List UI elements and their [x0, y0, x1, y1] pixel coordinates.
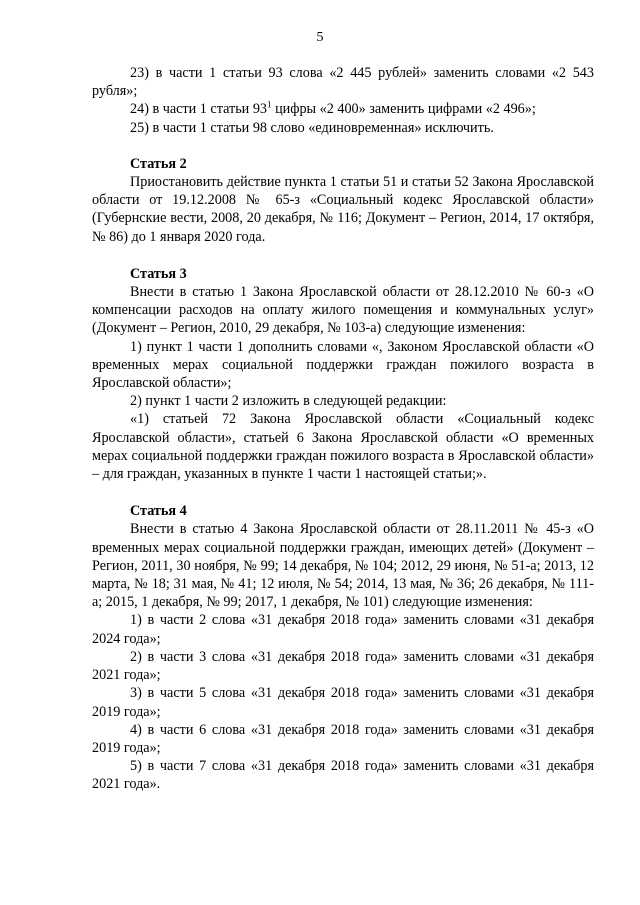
- document-body: [92, 64, 594, 794]
- article-4-paragraph: 3) в части 5 слова «31 декабря 2018 года» заменить словами «31 декабря 2019 года»;: [92, 685, 594, 720]
- article-3-paragraph: 1) пункт 1 части 1 дополнить словами «, Законом Ярославской области «О временных мерах социальной поддержки граждан пожилого возраста в Ярославской области»;: [92, 338, 594, 392]
- article-4-paragraph: 2) в части 3 слова «31 декабря 2018 года» заменить словами «31 декабря 2021 года»;: [92, 648, 594, 684]
- page-number: 5: [316, 30, 324, 45]
- article-3-paragraph: «1) статьей 72 Закона Ярославской области «Социальный кодекс Ярославской области», статьей 6 Закона Ярославской области «О временных мерах социальной поддержки граждан пожилого возраста в Ярославской области» – для граждан, указанных в пункте 1 части 1 настоящей статьи;».: [92, 411, 594, 483]
- amendment-item-24-rest: цифры «2 400» заменить цифрами «2 496»;: [271, 101, 536, 118]
- article-2-heading: Статья 2: [130, 155, 187, 172]
- article-2-paragraph: Приостановить действие пункта 1 статьи 51 и статьи 52 Закона Ярославской области от 19.12.2008 № 65-з «Социальный кодекс Ярославской области» (Губернские вести, 2008, 20 декабря, № 116; Документ – Регион, 2014, 17 октября, № 86) до 1 января 2020 года.: [92, 174, 594, 245]
- article-4-paragraph: 1) в части 2 слова «31 декабря 2018 года» заменить словами «31 декабря 2024 года»;: [92, 612, 594, 647]
- amendment-item-23: 23) в части 1 статьи 93 слова «2 445 рублей» заменить словами «2 543 рубля»;: [92, 65, 594, 100]
- amendment-item-24: [92, 100, 594, 118]
- amendment-item-25: 25) в части 1 статьи 98 слово «единовременная» исключить.: [130, 119, 494, 136]
- article-4-paragraph: Внести в статью 4 Закона Ярославской области от 28.11.2011 № 45-з «О временных мерах социальной поддержки граждан, имеющих детей» (Документ – Регион, 2011, 30 ноября, № 99; 14 декабря, № 104; 2012, 29 июня, № 51-а; 2013, 12 марта, № 18; 31 мая, № 41; 12 июля, № 54; 2014, 13 мая, № 36; 26 декабря, № 111-а; 2015, 1 декабря, № 99; 2017, 1 декабря, № 101) следующие изменения:: [92, 521, 594, 611]
- article-4-paragraph: 5) в части 7 слова «31 декабря 2018 года» заменить словами «31 декабря 2021 года».: [92, 758, 594, 793]
- superscript-number: 1: [267, 99, 272, 110]
- article-3-paragraph: Внести в статью 1 Закона Ярославской области от 28.12.2010 № 60-з «О компенсации расходов на оплату жилого помещения и коммунальных услуг» (Документ – Регион, 2010, 29 декабря, № 103-а) следующие изменения:: [92, 284, 594, 337]
- article-4-paragraph: 4) в части 6 слова «31 декабря 2018 года» заменить словами «31 декабря 2019 года»;: [92, 721, 594, 756]
- article-3-paragraph: 2) пункт 1 части 2 изложить в следующей редакции:: [130, 393, 447, 410]
- article-3-heading: Статья 3: [130, 265, 187, 282]
- amendment-item-24-text: 24) в части 1 статьи 93: [130, 101, 268, 118]
- article-4-heading: Статья 4: [130, 503, 187, 520]
